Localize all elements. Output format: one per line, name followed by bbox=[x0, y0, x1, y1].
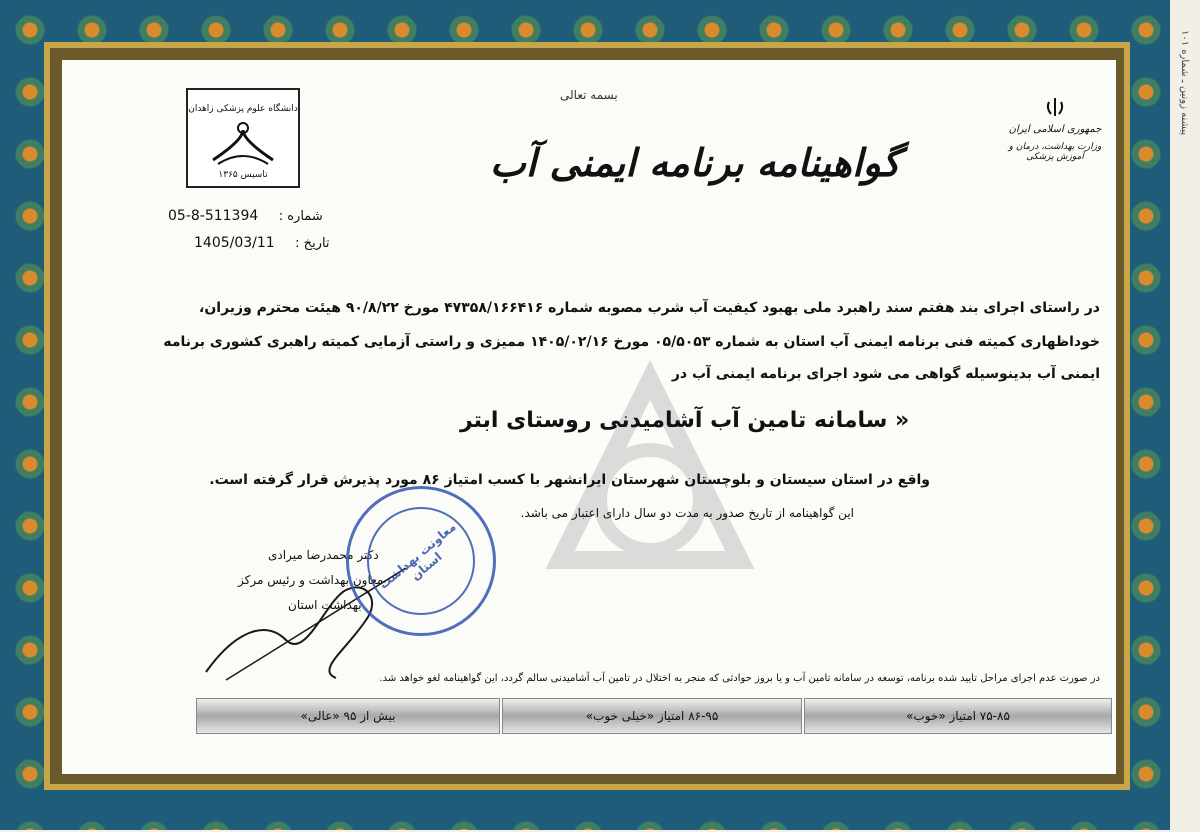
side-strip bbox=[1170, 0, 1200, 832]
signatory-name: دکتر محمدرضا میرادی bbox=[268, 548, 379, 562]
signatory-role-2: بهداشت استان bbox=[288, 598, 362, 612]
signatory-role-1: معاون بهداشت و رئیس مرکز bbox=[238, 573, 384, 587]
official-stamp bbox=[346, 486, 496, 636]
grade-label: ۷۵-۸۵ امتیاز «خوب» bbox=[906, 709, 1010, 723]
project-subject: « سامانه تامین آب آشامیدنی روستای ابتر bbox=[460, 408, 910, 433]
ministry-logo-line1: جمهوری اسلامی ایران bbox=[1008, 124, 1102, 135]
book-icon bbox=[208, 120, 278, 166]
university-logo bbox=[186, 88, 300, 188]
bismillah-text: بسمه تعالی bbox=[560, 88, 618, 102]
university-logo-founded: تاسیس ۱۳۶۵ bbox=[218, 170, 268, 180]
location-line: واقع در استان سیستان و بلوچستان شهرستان ایرانشهر با کسب امتیاز ۸۶ مورد پذیرش قرار گرفته است. bbox=[209, 472, 930, 488]
side-note: پیشنه زونین ـ شماره ۱۰۱ bbox=[1179, 30, 1190, 136]
grade-bar-good bbox=[804, 698, 1112, 734]
date-label: : تاریخ bbox=[295, 236, 330, 251]
iran-emblem-icon bbox=[1044, 96, 1066, 118]
grade-bar-very-good bbox=[502, 698, 802, 734]
number-value: 05-8-511394 bbox=[168, 208, 259, 224]
grade-bar-excellent bbox=[196, 698, 500, 734]
grade-label: بیش از ۹۵ «عالی» bbox=[300, 709, 396, 723]
certificate-title: گواهینامه برنامه ایمنی آب bbox=[490, 140, 901, 185]
footer-note: در صورت عدم اجرای مراحل تایید شده برنامه، توسعه در سامانه تامین آب و یا بروز حوادثی که منجر به اختلال در تامین آب آشامیدنی سالم گردد، این گواهینامه لغو خواهد شد. bbox=[379, 673, 1100, 684]
certificate-number bbox=[168, 208, 323, 224]
body-line-3: ایمنی آب بدینوسیله گواهی می شود اجرای برنامه ایمنی آب در bbox=[671, 366, 1100, 382]
grade-label: ۸۶-۹۵ امتیاز «خیلی خوب» bbox=[585, 709, 719, 723]
validity-line: این گواهینامه از تاریخ صدور به مدت دو سال دارای اعتبار می باشد. bbox=[520, 506, 854, 520]
body-line-1: در راستای اجرای بند هفتم سند راهبرد ملی بهبود کیفیت آب شرب مصوبه شماره ۴۷۳۵۸/۱۶۶۴۱۶ مورخ ۹۰/۸/۲۲ هیئت محترم وزیران، bbox=[199, 300, 1100, 316]
stamp-text: معاونت بهداشت استان bbox=[376, 519, 459, 592]
ministry-logo bbox=[1000, 96, 1110, 176]
ministry-logo-line2: وزارت بهداشت، درمان و آموزش پزشکی bbox=[1008, 142, 1102, 162]
certificate-date bbox=[194, 235, 330, 251]
number-label: : شماره bbox=[278, 209, 323, 224]
university-logo-name: دانشگاه علوم پزشکی زاهدان bbox=[188, 104, 298, 114]
date-value: 1405/03/11 bbox=[194, 235, 275, 251]
body-line-2: خوداظهاری کمیته فنی برنامه ایمنی آب استان به شماره ۰۵/۵۰۵۳ مورخ ۱۴۰۵/۰۲/۱۶ ممیزی و راستی آزمایی کمیته راهبری کشوری برنامه bbox=[163, 334, 1100, 350]
